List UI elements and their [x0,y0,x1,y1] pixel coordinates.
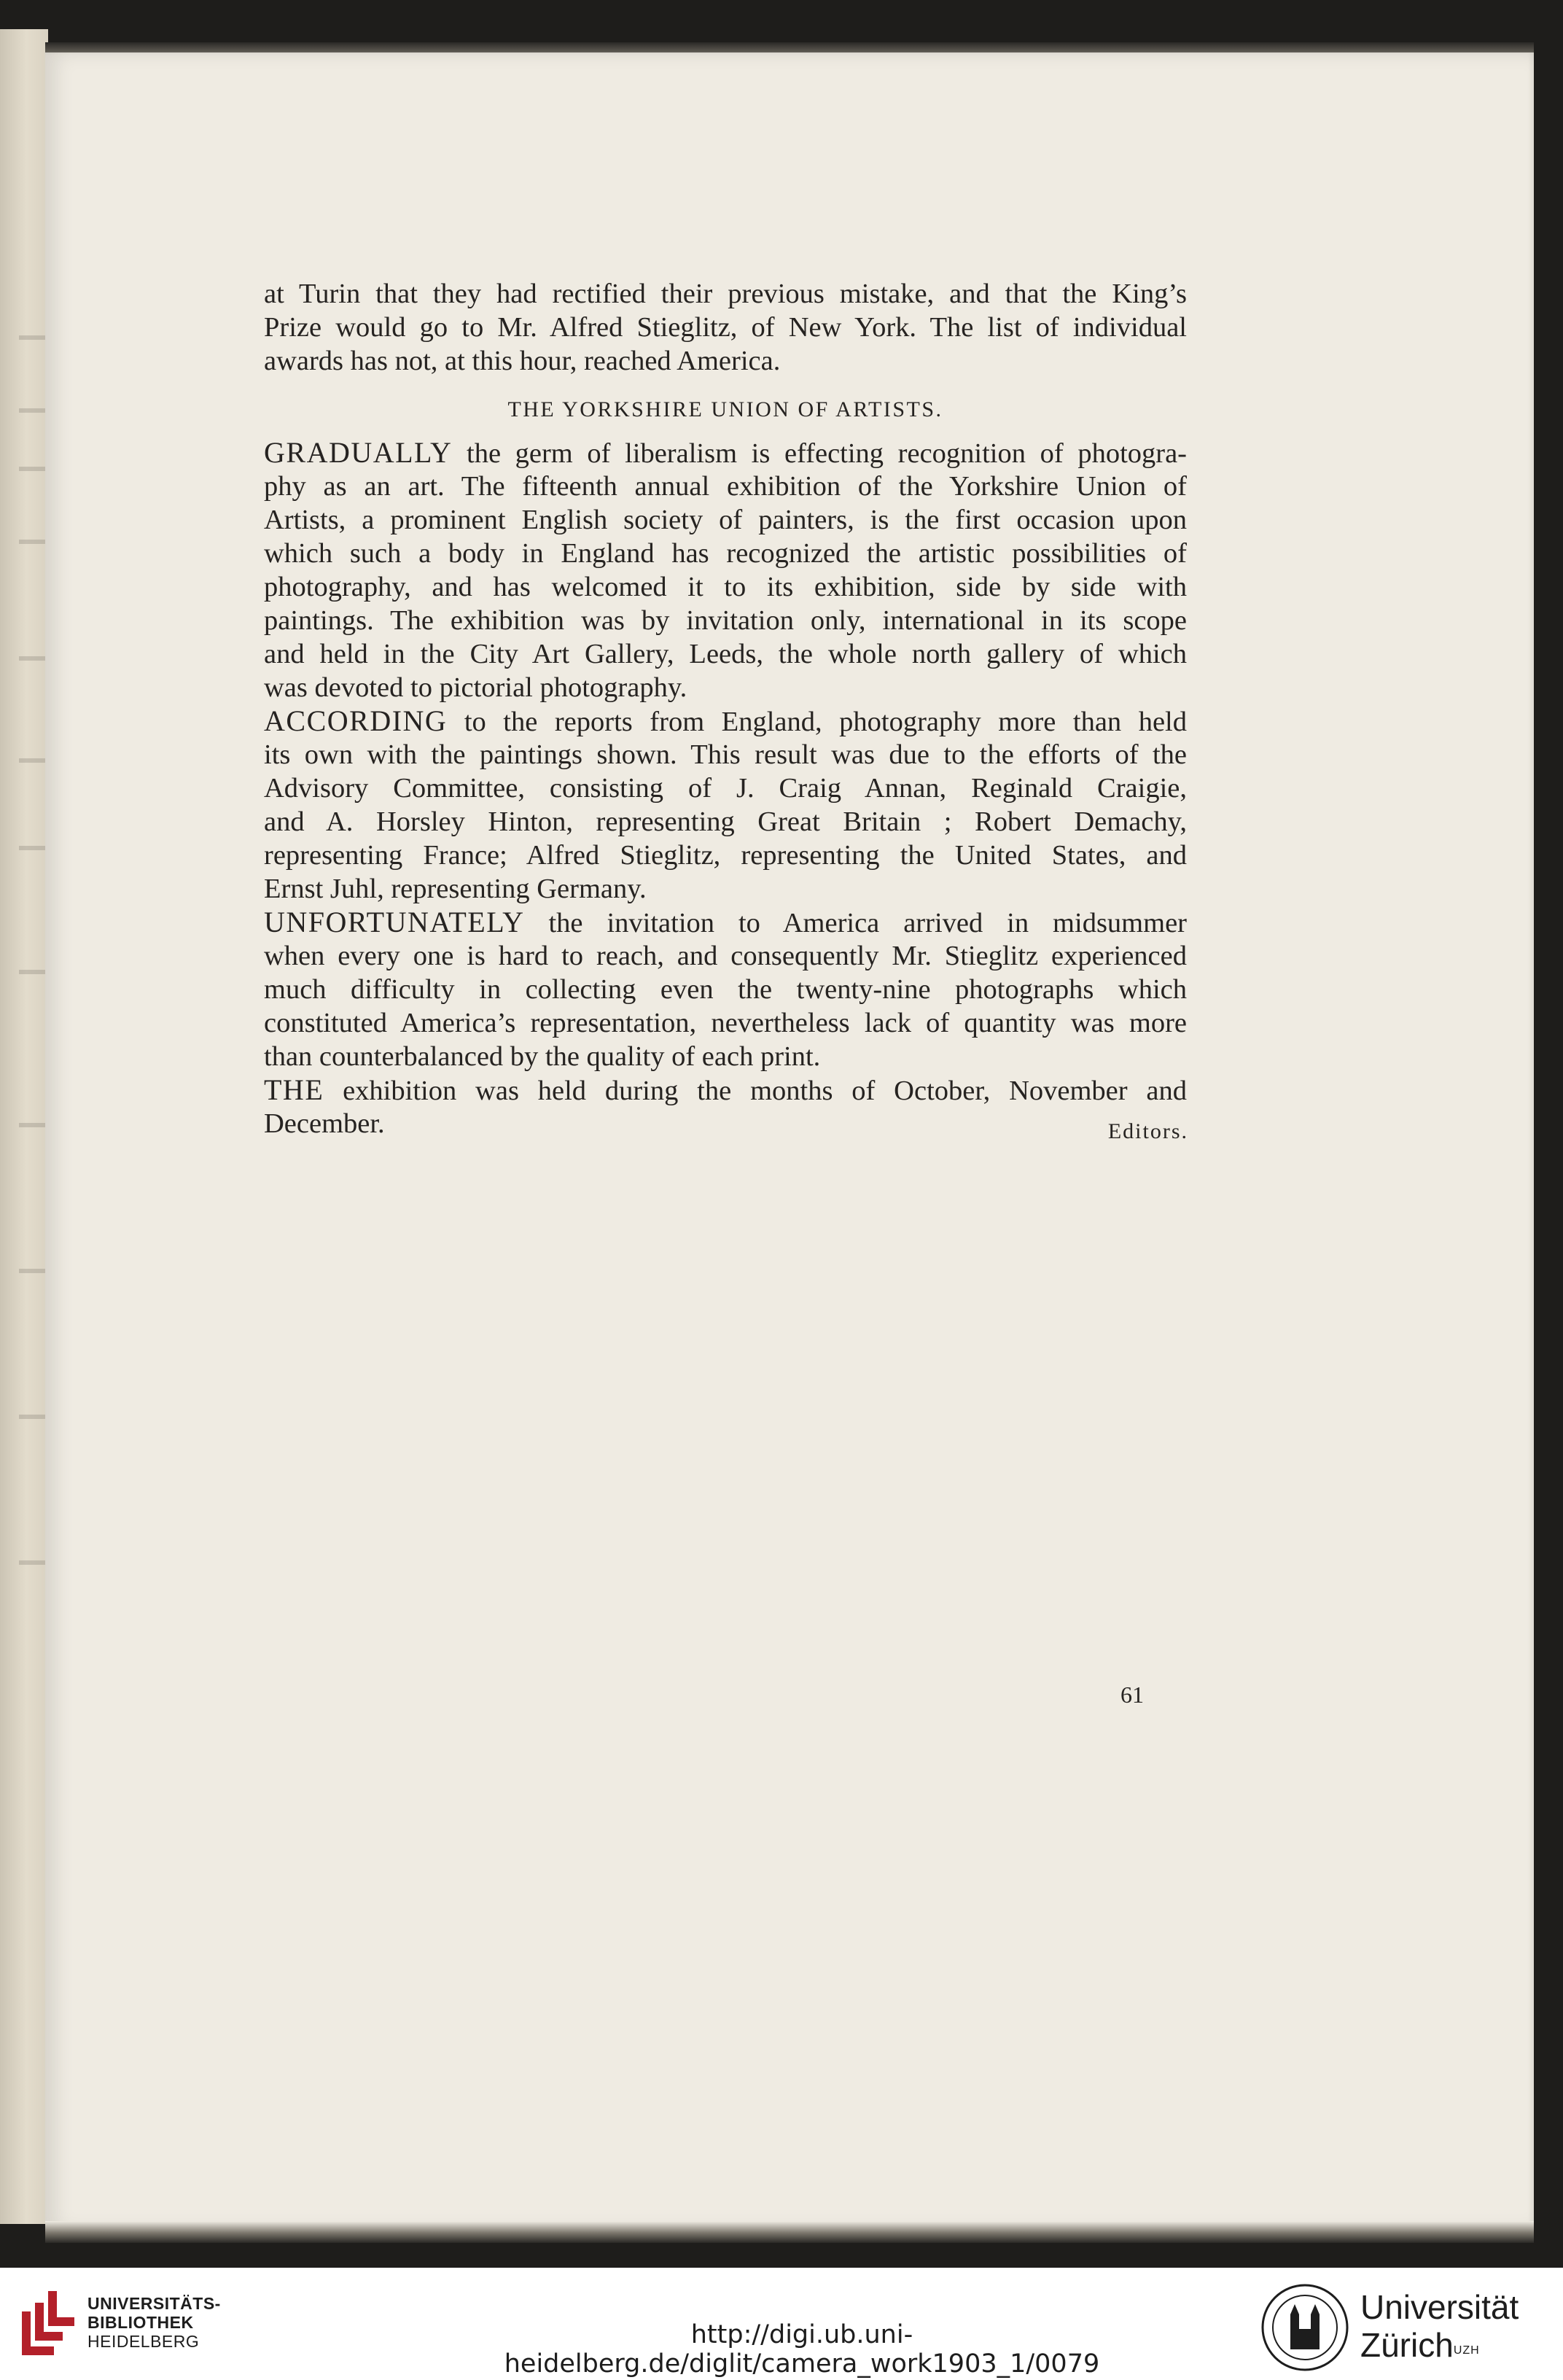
paragraph-line: Artists, a prominent English society of painters, is the first occasion upon [264,505,1187,535]
library-name: UNIVERSITÄTS- BIBLIOTHEK HEIDELBERG [87,2294,221,2351]
paragraph-line: and A. Horsley Hinton, representing Great Britain ; Robert Demachy, [264,806,1187,837]
paragraph-lead-word: GRADUALLY [264,436,453,469]
intro-line: at Turin that they had rectified their previous mistake, and that the King’s [264,279,1187,309]
footer-bar [0,2268,1563,2380]
paragraph-line: its own with the paintings shown. This result was due to the efforts of the [264,739,1187,770]
paragraph-line: which such a body in England has recognized the artistic possibilities of [264,538,1187,569]
page-bottom-edge [45,2221,1534,2243]
paragraph-line: and held in the City Art Gallery, Leeds, the whole north gallery of which [264,639,1187,669]
paragraph-line: representing France; Alfred Stieglitz, representing the United States, and [264,840,1187,871]
paragraph-line: Ernst Juhl, representing Germany. [264,874,647,904]
adjacent-page-sliver [0,29,48,2224]
page-number: 61 [1120,1681,1144,1708]
paragraph-lead-word: ACCORDING [264,704,448,737]
intro-line: Prize would go to Mr. Alfred Stieglitz, of New York. The list of individual [264,312,1187,343]
paragraph-line: was devoted to pictorial photography. [264,672,687,703]
paragraph-line: than counterbalanced by the quality of each print. [264,1041,821,1072]
paragraph-line: ACCORDING to the reports from England, photography more than held [264,704,1187,737]
paragraph-line: Advisory Committee, consisting of J. Craig Annan, Reginald Craigie, [264,773,1187,804]
paragraph-line: GRADUALLY the germ of liberalism is effecting recognition of photogra- [264,436,1187,469]
signature: Editors. [1107,1119,1188,1143]
book-page [45,52,1534,2231]
paragraph-line: UNFORTUNATELY the invitation to America arrived in midsummer [264,906,1187,938]
paragraph-line: when every one is hard to reach, and consequently Mr. Stieglitz experienced [264,941,1187,971]
paragraph-line: December. [264,1108,385,1139]
ub-heidelberg-logo-icon [16,2282,89,2364]
paragraph-lead-word: THE [264,1073,324,1106]
page-url[interactable]: http://digi.ub.uni-heidelberg.de/diglit/camera_work1903_1/0079 [504,2320,1100,2379]
section-heading: THE YORKSHIRE UNION OF ARTISTS. [507,397,943,421]
paragraph-line: phy as an art. The fifteenth annual exhibition of the Yorkshire Union of [264,471,1187,502]
paragraph-line: paintings. The exhibition was by invitation only, international in its scope [264,605,1187,636]
uzh-seal-icon [1260,2282,1350,2373]
paragraph-line: THE exhibition was held during the months of October, November and [264,1073,1187,1106]
intro-line: awards has not, at this hour, reached America. [264,346,781,376]
university-name: Universität Zürich$^{UZH}$ [1360,2288,1519,2364]
paragraph-line: much difficulty in collecting even the twenty-nine photographs which [264,974,1187,1005]
paragraph-line: photography, and has welcomed it to its exhibition, side by side with [264,572,1187,602]
paragraph-line: constituted America’s representation, nevertheless lack of quantity was more [264,1008,1187,1038]
paragraph-lead-word: UNFORTUNATELY [264,906,525,938]
university-abbr: UZH [1453,2344,1480,2357]
